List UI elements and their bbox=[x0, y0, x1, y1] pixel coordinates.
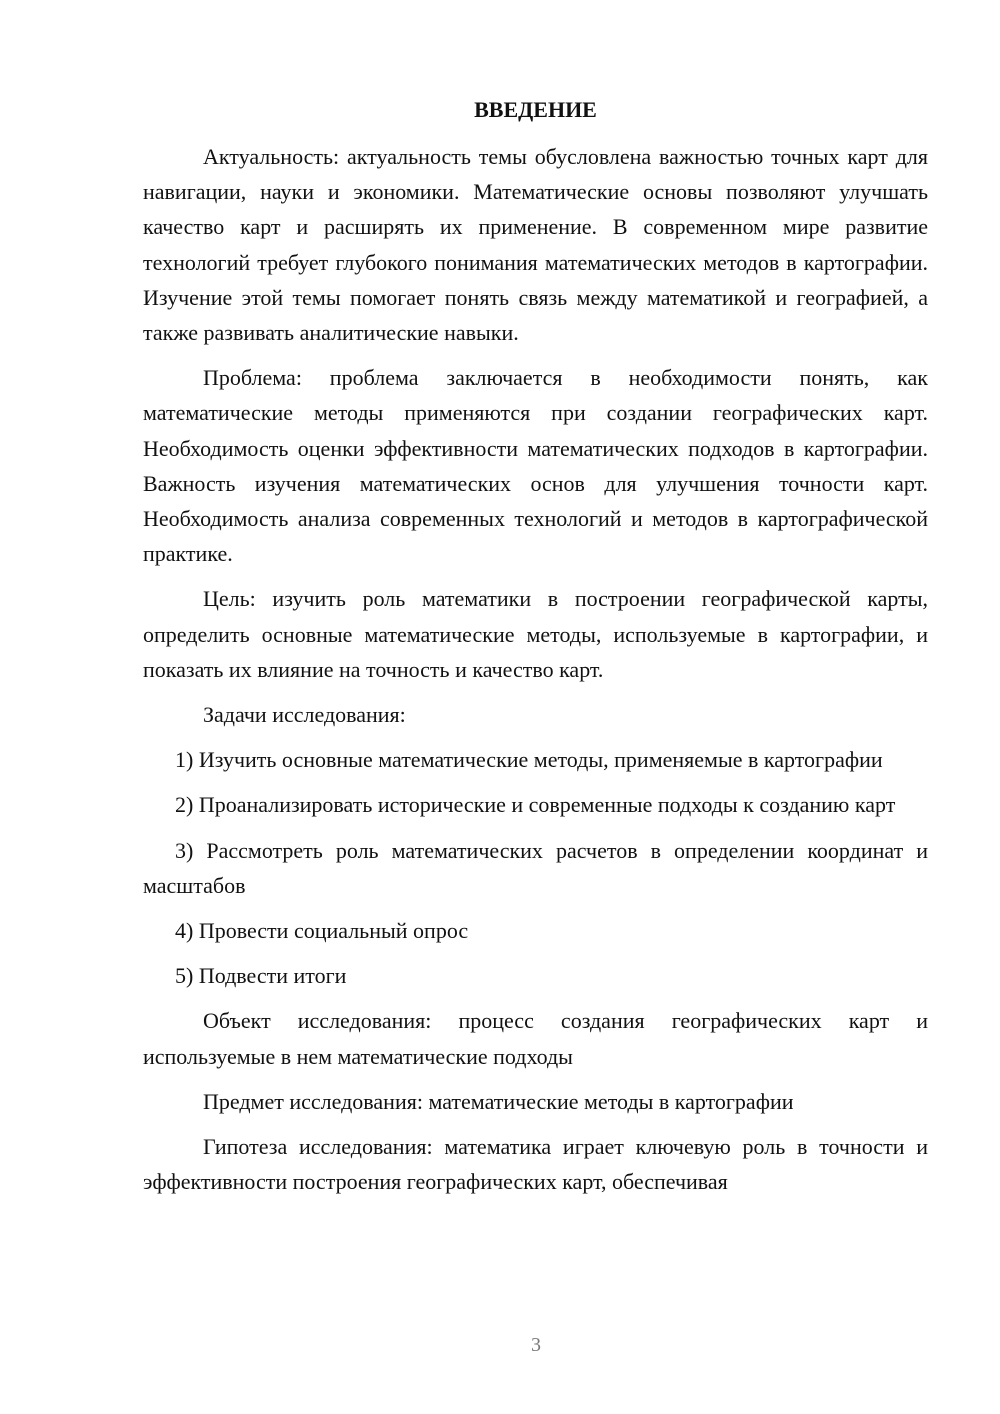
tasks-heading: Задачи исследования: bbox=[203, 702, 406, 728]
document-page bbox=[143, 92, 928, 1209]
subject-paragraph: Предмет исследования: математические методы в картографии bbox=[203, 1088, 794, 1114]
object-paragraph: Объект исследования: процесс создания географических карт и используемые в нем математические подходы bbox=[143, 1008, 928, 1069]
section-title: ВВЕДЕНИЕ bbox=[474, 97, 597, 122]
task-item: 3) Рассмотреть роль математических расчетов в определении координат и масштабов bbox=[143, 837, 928, 898]
task-item: 1) Изучить основные математические методы, применяемые в картографии bbox=[175, 747, 883, 773]
task-item: 4) Провести социальный опрос bbox=[175, 918, 469, 944]
goal-paragraph: Цель: изучить роль математики в построении географической карты, определить основные математические методы, используемые в картографии, и показать их влияние на точность и качество карт. bbox=[143, 586, 928, 682]
problem-paragraph: Проблема: проблема заключается в необходимости понять, как математические методы применяются при создании географических карт. Необходимость оценки эффективности математических подходов в картографии. Важность изучения математических основ для улучшения точности карт. Необходимость анализа современных технологий и методов в картографической практике. bbox=[143, 365, 928, 567]
page-number: 3 bbox=[531, 1334, 541, 1356]
task-item: 2) Проанализировать исторические и современные подходы к созданию карт bbox=[175, 792, 896, 818]
task-item: 5) Подвести итоги bbox=[175, 963, 347, 989]
tasks-list bbox=[143, 742, 928, 993]
relevance-paragraph: Актуальность: актуальность темы обусловлена важностью точных карт для навигации, науки и экономики. Математические основы позволяют улучшать качество карт и расширять их применение. В современном мире развитие технологий требует глубокого понимания математических методов в картографии. Изучение этой темы помогает понять связь между математикой и географией, а также развивать аналитические навыки. bbox=[143, 144, 928, 346]
hypothesis-paragraph: Гипотеза исследования: математика играет ключевую роль в точности и эффективности построения географических карт, обеспечивая bbox=[143, 1134, 928, 1195]
